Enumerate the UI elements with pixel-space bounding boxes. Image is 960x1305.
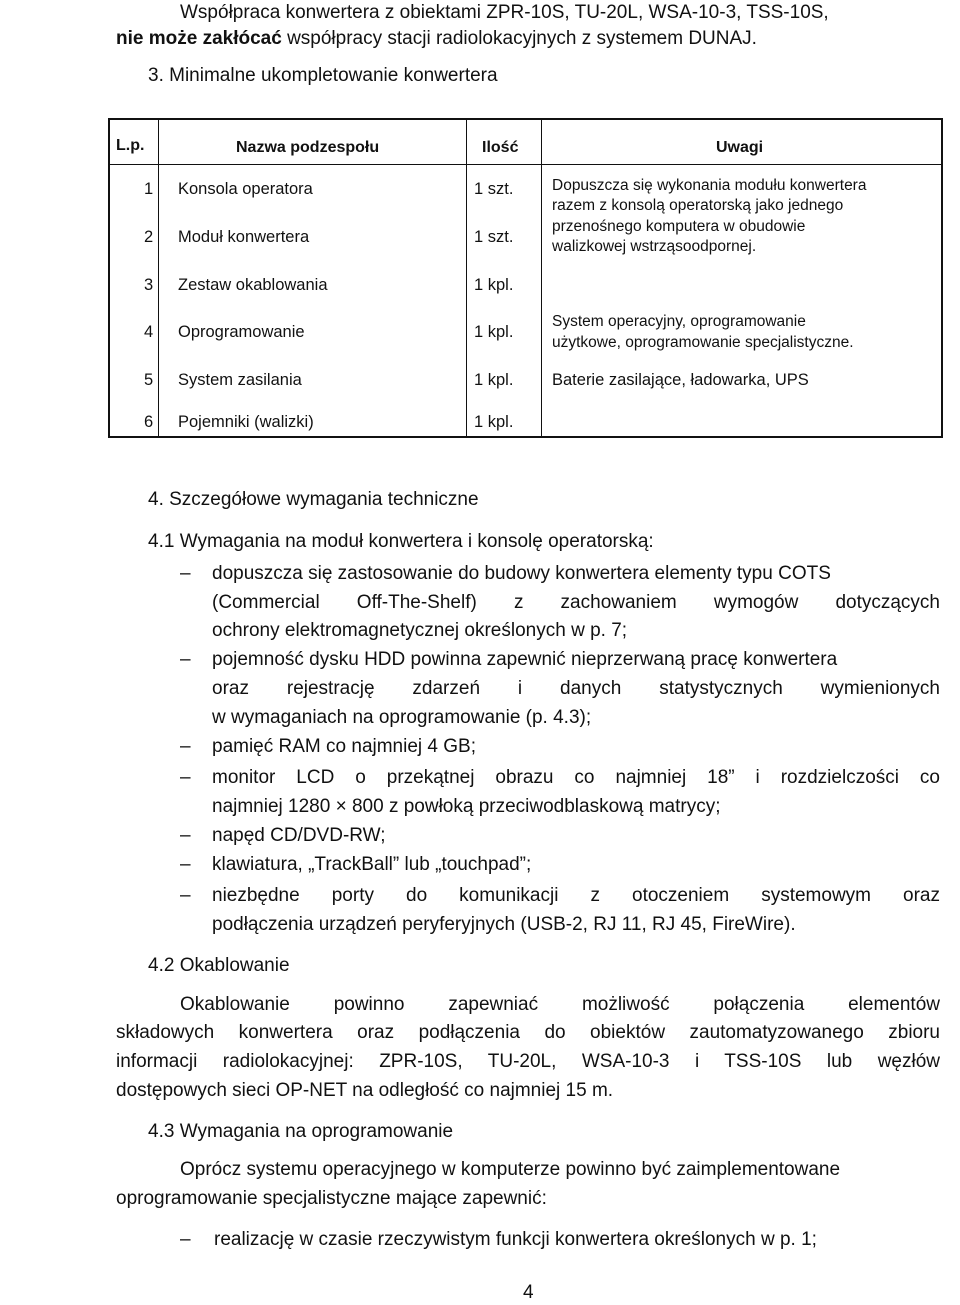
table-row-name: Moduł konwertera: [178, 228, 310, 246]
table-note-line: razem z konsolą operatorską jako jednego: [552, 197, 844, 214]
bullet-dash: –: [180, 767, 191, 788]
table-header-name: Nazwa podzespołu: [236, 139, 380, 156]
bullet-line: najmniej 1280 × 800 z powłoką przeciwodblaskową matrycy;: [212, 796, 721, 817]
table-row-name: Pojemniki (walizki): [178, 413, 314, 431]
bullet-line: oraz rejestrację zdarzeń i danych statystycznych wymienionych: [212, 678, 940, 699]
bullet-line: pamięć RAM co najmniej 4 GB;: [212, 736, 476, 757]
bullet-line: napęd CD/DVD-RW;: [212, 825, 386, 846]
bullet-line: niezbędne porty do komunikacji z otoczeniem systemowym oraz: [212, 885, 940, 906]
table-header-notes: Uwagi: [716, 139, 764, 156]
components-table: [108, 118, 943, 438]
table-row-lp: 5: [144, 371, 154, 389]
bullet-line: w wymaganiach na oprogramowanie (p. 4.3);: [212, 707, 592, 728]
paragraph-line: Oprócz systemu operacyjnego w komputerze powinno być zaimplementowane: [180, 1159, 841, 1180]
section-3-heading: 3. Minimalne ukompletowanie konwertera: [148, 65, 498, 86]
bullet-line: dopuszcza się zastosowanie do budowy konwertera elementy typu COTS: [212, 563, 831, 584]
table-row-lp: 3: [144, 276, 154, 294]
paragraph-line: składowych konwertera oraz podłączenia do obiektów zautomatyzowanego zbioru: [116, 1022, 940, 1043]
intro-line-2-rest: współpracy stacji radiolokacyjnych z systemem DUNAJ.: [281, 28, 757, 49]
bullet-dash: –: [180, 649, 191, 670]
bullet-line: monitor LCD o przekątnej obrazu co najmniej 18” i rozdzielczości co: [212, 767, 940, 788]
paragraph-line: dostępowych sieci OP-NET na odległość co najmniej 15 m.: [116, 1080, 614, 1101]
section-4-3-heading: 4.3 Wymagania na oprogramowanie: [148, 1121, 454, 1142]
section-4-heading: 4. Szczegółowe wymagania techniczne: [148, 489, 479, 510]
table-row-qty: 1 kpl.: [474, 276, 514, 294]
table-note-line: System operacyjny, oprogramowanie: [552, 313, 806, 330]
table-col-divider: [158, 120, 159, 436]
table-row-lp: 1: [144, 180, 154, 198]
table-row-name: System zasilania: [178, 371, 302, 389]
table-row-qty: 1 kpl.: [474, 371, 514, 389]
table-row-lp: 6: [144, 413, 154, 431]
paragraph-line: informacji radiolokacyjnej: ZPR-10S, TU-20L, WSA-10-3 i TSS-10S lub węzłów: [116, 1051, 940, 1072]
bullet-dash: –: [180, 563, 191, 584]
bullet-line: podłączenia urządzeń peryferyjnych (USB-2, RJ 11, RJ 45, FireWire).: [212, 914, 796, 935]
section-4-2-heading: 4.2 Okablowanie: [148, 955, 290, 976]
table-header-qty: Ilość: [482, 139, 519, 156]
table-row-qty: 1 kpl.: [474, 413, 514, 431]
table-row-name: Konsola operatora: [178, 180, 313, 198]
table-col-divider: [466, 120, 467, 436]
paragraph-line: Okablowanie powinno zapewniać możliwość połączenia elementów: [180, 994, 940, 1015]
table-note-line: Dopuszcza się wykonania modułu konwertera: [552, 177, 867, 194]
table-header-divider: [110, 164, 941, 165]
paragraph-line: oprogramowanie specjalistyczne mające zapewnić:: [116, 1188, 547, 1209]
bullet-dash: –: [180, 825, 191, 846]
table-note-line: walizkowej wstrząsoodpornej.: [552, 238, 757, 255]
bullet-dash: –: [180, 1229, 191, 1250]
table-row-name: Oprogramowanie: [178, 323, 305, 341]
page-number: 4: [523, 1282, 534, 1303]
bullet-line: klawiatura, „TrackBall” lub „touchpad”;: [212, 854, 532, 875]
intro-line-2: [116, 27, 757, 51]
bullet-line: realizację w czasie rzeczywistym funkcji konwertera określonych w p. 1;: [214, 1229, 817, 1250]
bullet-dash: –: [180, 736, 191, 757]
section-4-1-heading: 4.1 Wymagania na moduł konwertera i konsolę operatorską:: [148, 531, 654, 552]
bullet-line: ochrony elektromagnetycznej określonych w p. 7;: [212, 620, 628, 641]
intro-bold-text: nie może zakłócać: [116, 28, 282, 49]
table-row-name: Zestaw okablowania: [178, 276, 328, 294]
bullet-line: pojemność dysku HDD powinna zapewnić nieprzerwaną pracę konwertera: [212, 649, 838, 670]
table-row-lp: 4: [144, 323, 154, 341]
table-note-line: przenośnego komputera w obudowie: [552, 218, 806, 235]
table-note-line: użytkowe, oprogramowanie specjalistyczne.: [552, 334, 854, 351]
table-note-line: Baterie zasilające, ładowarka, UPS: [552, 371, 809, 389]
table-row-qty: 1 szt.: [474, 228, 514, 246]
table-header-lp: L.p.: [116, 137, 145, 154]
bullet-dash: –: [180, 854, 191, 875]
table-row-qty: 1 szt.: [474, 180, 514, 198]
table-row-lp: 2: [144, 228, 154, 246]
table-row-qty: 1 kpl.: [474, 323, 514, 341]
bullet-line: (Commercial Off-The-Shelf) z zachowaniem wymogów dotyczących: [212, 592, 940, 613]
intro-line-1: Współpraca konwertera z obiektami ZPR-10S, TU-20L, WSA-10-3, TSS-10S,: [180, 2, 829, 23]
bullet-dash: –: [180, 885, 191, 906]
table-col-divider: [541, 120, 542, 436]
